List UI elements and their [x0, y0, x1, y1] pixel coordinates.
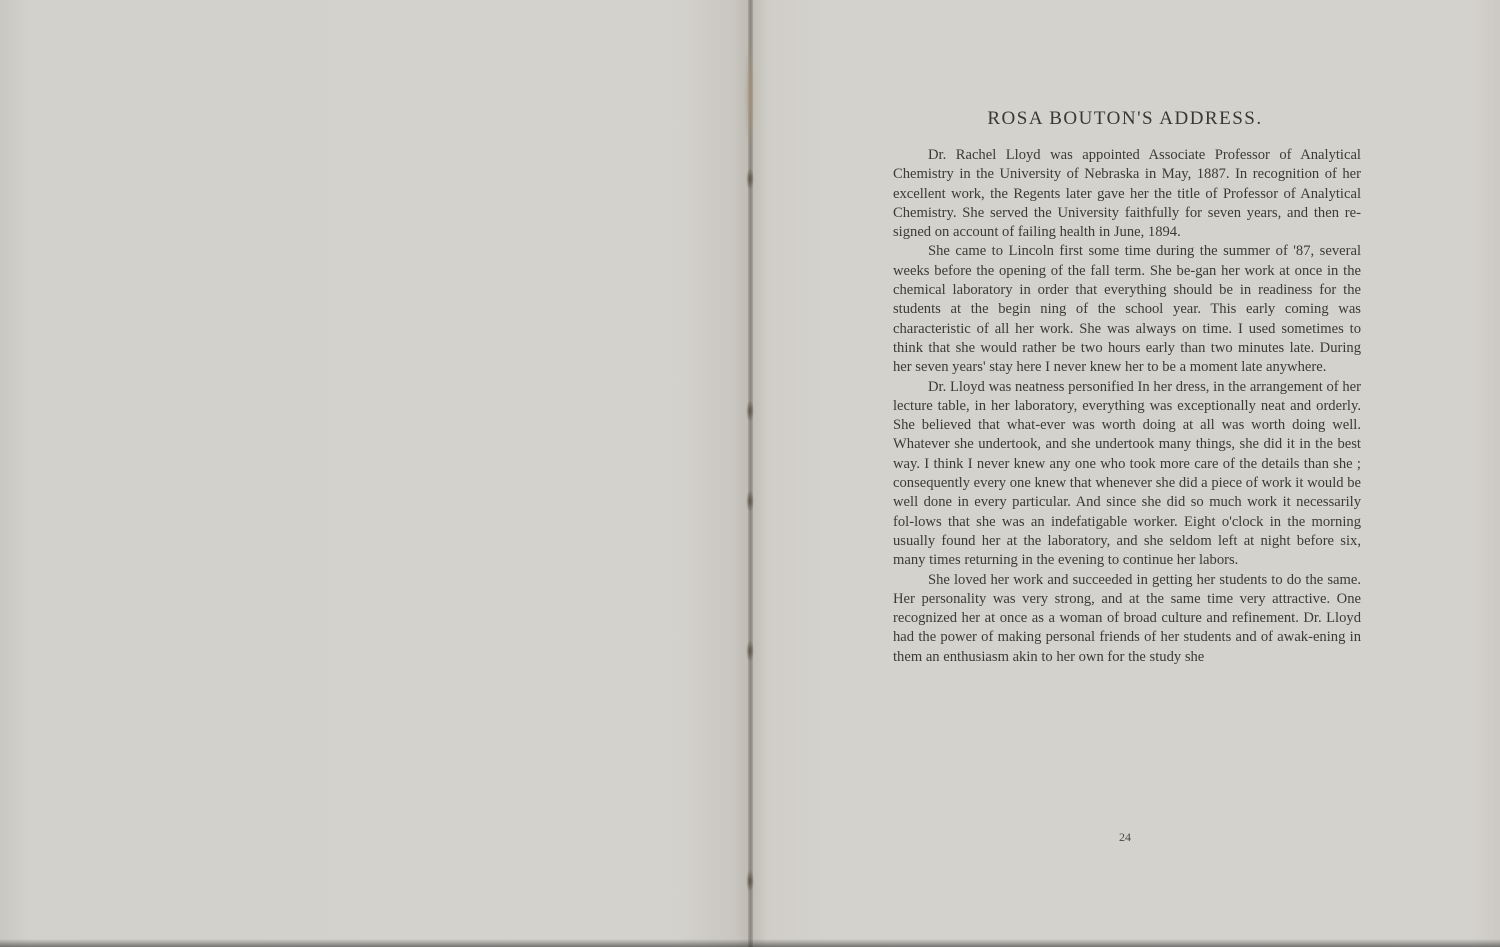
binding-stitch — [746, 490, 754, 512]
page-number: 24 — [1119, 830, 1131, 844]
paragraph: Dr. Lloyd was neatness personified In her dress, in the arrangement of her lecture table, in her laboratory, everything was exceptionally neat and orderly. She believed that what-ever was worth doing at all was worth doing well. Whatever she undertook, and she undertook many things, she did it in the best way. I think I never knew any one who took more care of the details than she ; consequently every one knew that whenever she did a piece of work it would be well done in every particular. And since she did so much work it necessarily fol-lows that she was an indefatigable worker. Eight o'clock in the morning usually found her at the laboratory, and she seldom left at night before six, many times returning in the evening to continue her labors. — [893, 378, 1361, 569]
binding-stitch — [746, 640, 754, 662]
binding-stitch — [746, 400, 754, 422]
gutter-stain — [744, 40, 754, 150]
binding-stitch — [746, 870, 754, 892]
paragraph: Dr. Rachel Lloyd was appointed Associate Professor of Analytical Chemistry in the University of Nebraska in May, 1887. In recognition of her excellent work, the Regents later gave her the title of Professor of Analytical Chemistry. She served the University faithfully for seven years, and then re-signed on account of failing health in June, 1894. — [893, 147, 1361, 241]
binding-stitch — [746, 168, 754, 190]
page-bottom-edge — [0, 939, 1500, 947]
paragraph: She loved her work and succeeded in getting her students to do the same. Her personality was very strong, and at the same time very attractive. One recognized her at once as a woman of broad culture and refinement. Dr. Lloyd had the power of making personal friends of her students and of awak-ening in them an enthusiasm akin to her own for the study she — [893, 571, 1361, 665]
page-heading: ROSA BOUTON'S ADDRESS. — [987, 108, 1263, 129]
paragraph: She came to Lincoln first some time during the summer of '87, several weeks before the opening of the fall term. She be-gan her work at once in the chemical laboratory in order that everything should be in readiness for the students at the begin ning of the school year. This early coming was characteristic of all her work. She was always on time. I used sometimes to think that she would rather be two hours early than two minutes late. During her seven years' stay here I never knew her to be a moment late anywhere. — [893, 243, 1361, 376]
body-text — [893, 146, 1361, 667]
